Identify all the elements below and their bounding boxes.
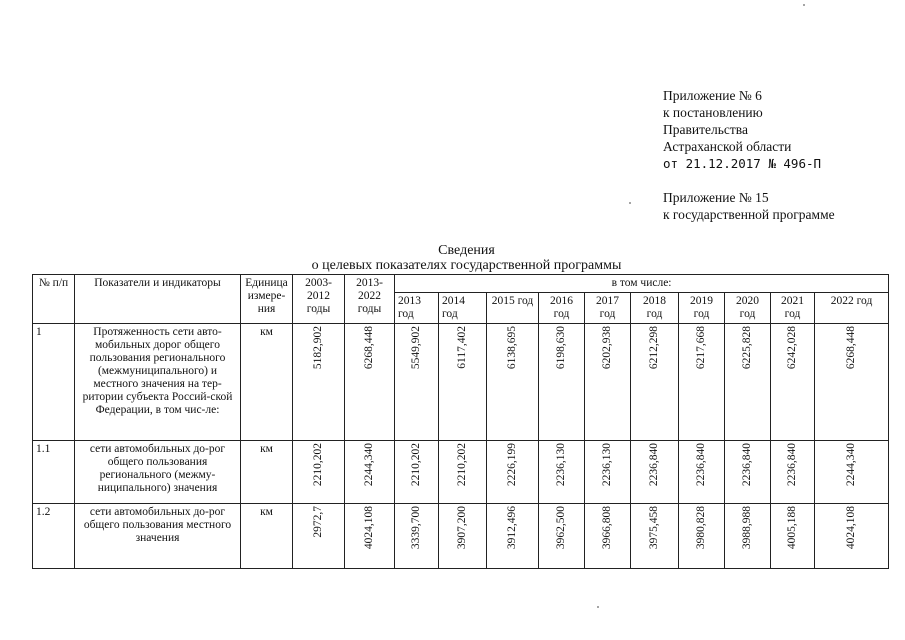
appendix-government: Правительства [663,122,748,137]
row-indicator: сети автомобильных до-рог общего пользования местного значения [75,504,241,569]
value-cell: 2210,202 [395,441,439,504]
value-cell: 3339,700 [395,504,439,569]
document-subtitle: о целевых показателях государственной программы [311,258,622,273]
appendix-number: Приложение № 6 [663,88,762,103]
appendix-header [663,87,835,223]
appendix-number-2: Приложение № 15 [663,190,769,205]
indicators-table [32,274,889,569]
header-year: 2021 год [771,293,815,324]
header-year: 2014 год [439,293,487,324]
scan-speck [803,4,805,6]
appendix-resolution: к постановлению [663,105,763,120]
document-title: Сведения [438,243,495,258]
value-cell: 6138,695 [487,324,539,441]
table-row [33,441,889,504]
header-period-2003-2012: 2003-2012 годы [293,275,345,324]
value-cell: 2236,130 [585,441,631,504]
row-number: 1.1 [33,441,75,504]
value-cell: 2236,130 [539,441,585,504]
header-year: 2016 год [539,293,585,324]
header-unit: Единица измере-ния [241,275,293,324]
value-cell: 3966,808 [585,504,631,569]
value-cell: 3962,500 [539,504,585,569]
header-year: 2015 год [487,293,539,324]
value-cell: 2226,199 [487,441,539,504]
value-cell: 3975,458 [631,504,679,569]
header-year: 2013 год [395,293,439,324]
value-cell: 6212,298 [631,324,679,441]
value-cell: 4024,108 [815,504,889,569]
value-cell: 6217,668 [679,324,725,441]
value-cell: 2210,202 [293,441,345,504]
value-cell: 5182,902 [293,324,345,441]
value-cell: 6202,938 [585,324,631,441]
value-cell: 2210,202 [439,441,487,504]
value-cell: 6242,028 [771,324,815,441]
value-cell: 6117,402 [439,324,487,441]
appendix-date: от 21.12.2017 № 496-П [663,156,822,171]
value-cell: 2236,840 [771,441,815,504]
value-cell: 4005,188 [771,504,815,569]
value-cell: 3912,496 [487,504,539,569]
scan-speck [597,606,599,608]
value-cell: 2236,840 [631,441,679,504]
value-cell: 2244,340 [815,441,889,504]
appendix-region: Астраханской области [663,139,792,154]
row-unit: км [241,441,293,504]
row-number: 1.2 [33,504,75,569]
table-header-row [33,275,889,293]
header-year: 2019 год [679,293,725,324]
appendix-program: к государственной программе [663,207,835,222]
header-number: № п/п [33,275,75,324]
value-cell: 6198,630 [539,324,585,441]
row-number: 1 [33,324,75,441]
row-unit: км [241,324,293,441]
table-row [33,324,889,441]
value-cell: 6225,828 [725,324,771,441]
scan-speck [629,202,631,204]
value-cell: 6268,448 [345,324,395,441]
header-indicators: Показатели и индикаторы [75,275,241,324]
row-indicator: сети автомобильных до-рог общего пользования регионального (межму-ниципального) значения [75,441,241,504]
value-cell: 2236,840 [679,441,725,504]
value-cell: 3980,828 [679,504,725,569]
row-indicator: Протяженность сети авто-мобильных дорог общего пользования регионального (межмуниципального) и местного значения на тер-ритории субъекта Россий-ской Федерации, в том чис-ле: [75,324,241,441]
value-cell: 4024,108 [345,504,395,569]
value-cell: 3907,200 [439,504,487,569]
value-cell: 5549,902 [395,324,439,441]
table-row [33,504,889,569]
header-year: 2020 год [725,293,771,324]
value-cell: 2972,7 [293,504,345,569]
header-year: 2018 год [631,293,679,324]
row-unit: км [241,504,293,569]
header-year: 2022 год [815,293,889,324]
value-cell: 6268,448 [815,324,889,441]
header-period-2013-2022: 2013-2022 годы [345,275,395,324]
value-cell: 2236,840 [725,441,771,504]
header-including: в том числе: [395,275,889,293]
header-year: 2017 год [585,293,631,324]
value-cell: 3988,988 [725,504,771,569]
value-cell: 2244,340 [345,441,395,504]
